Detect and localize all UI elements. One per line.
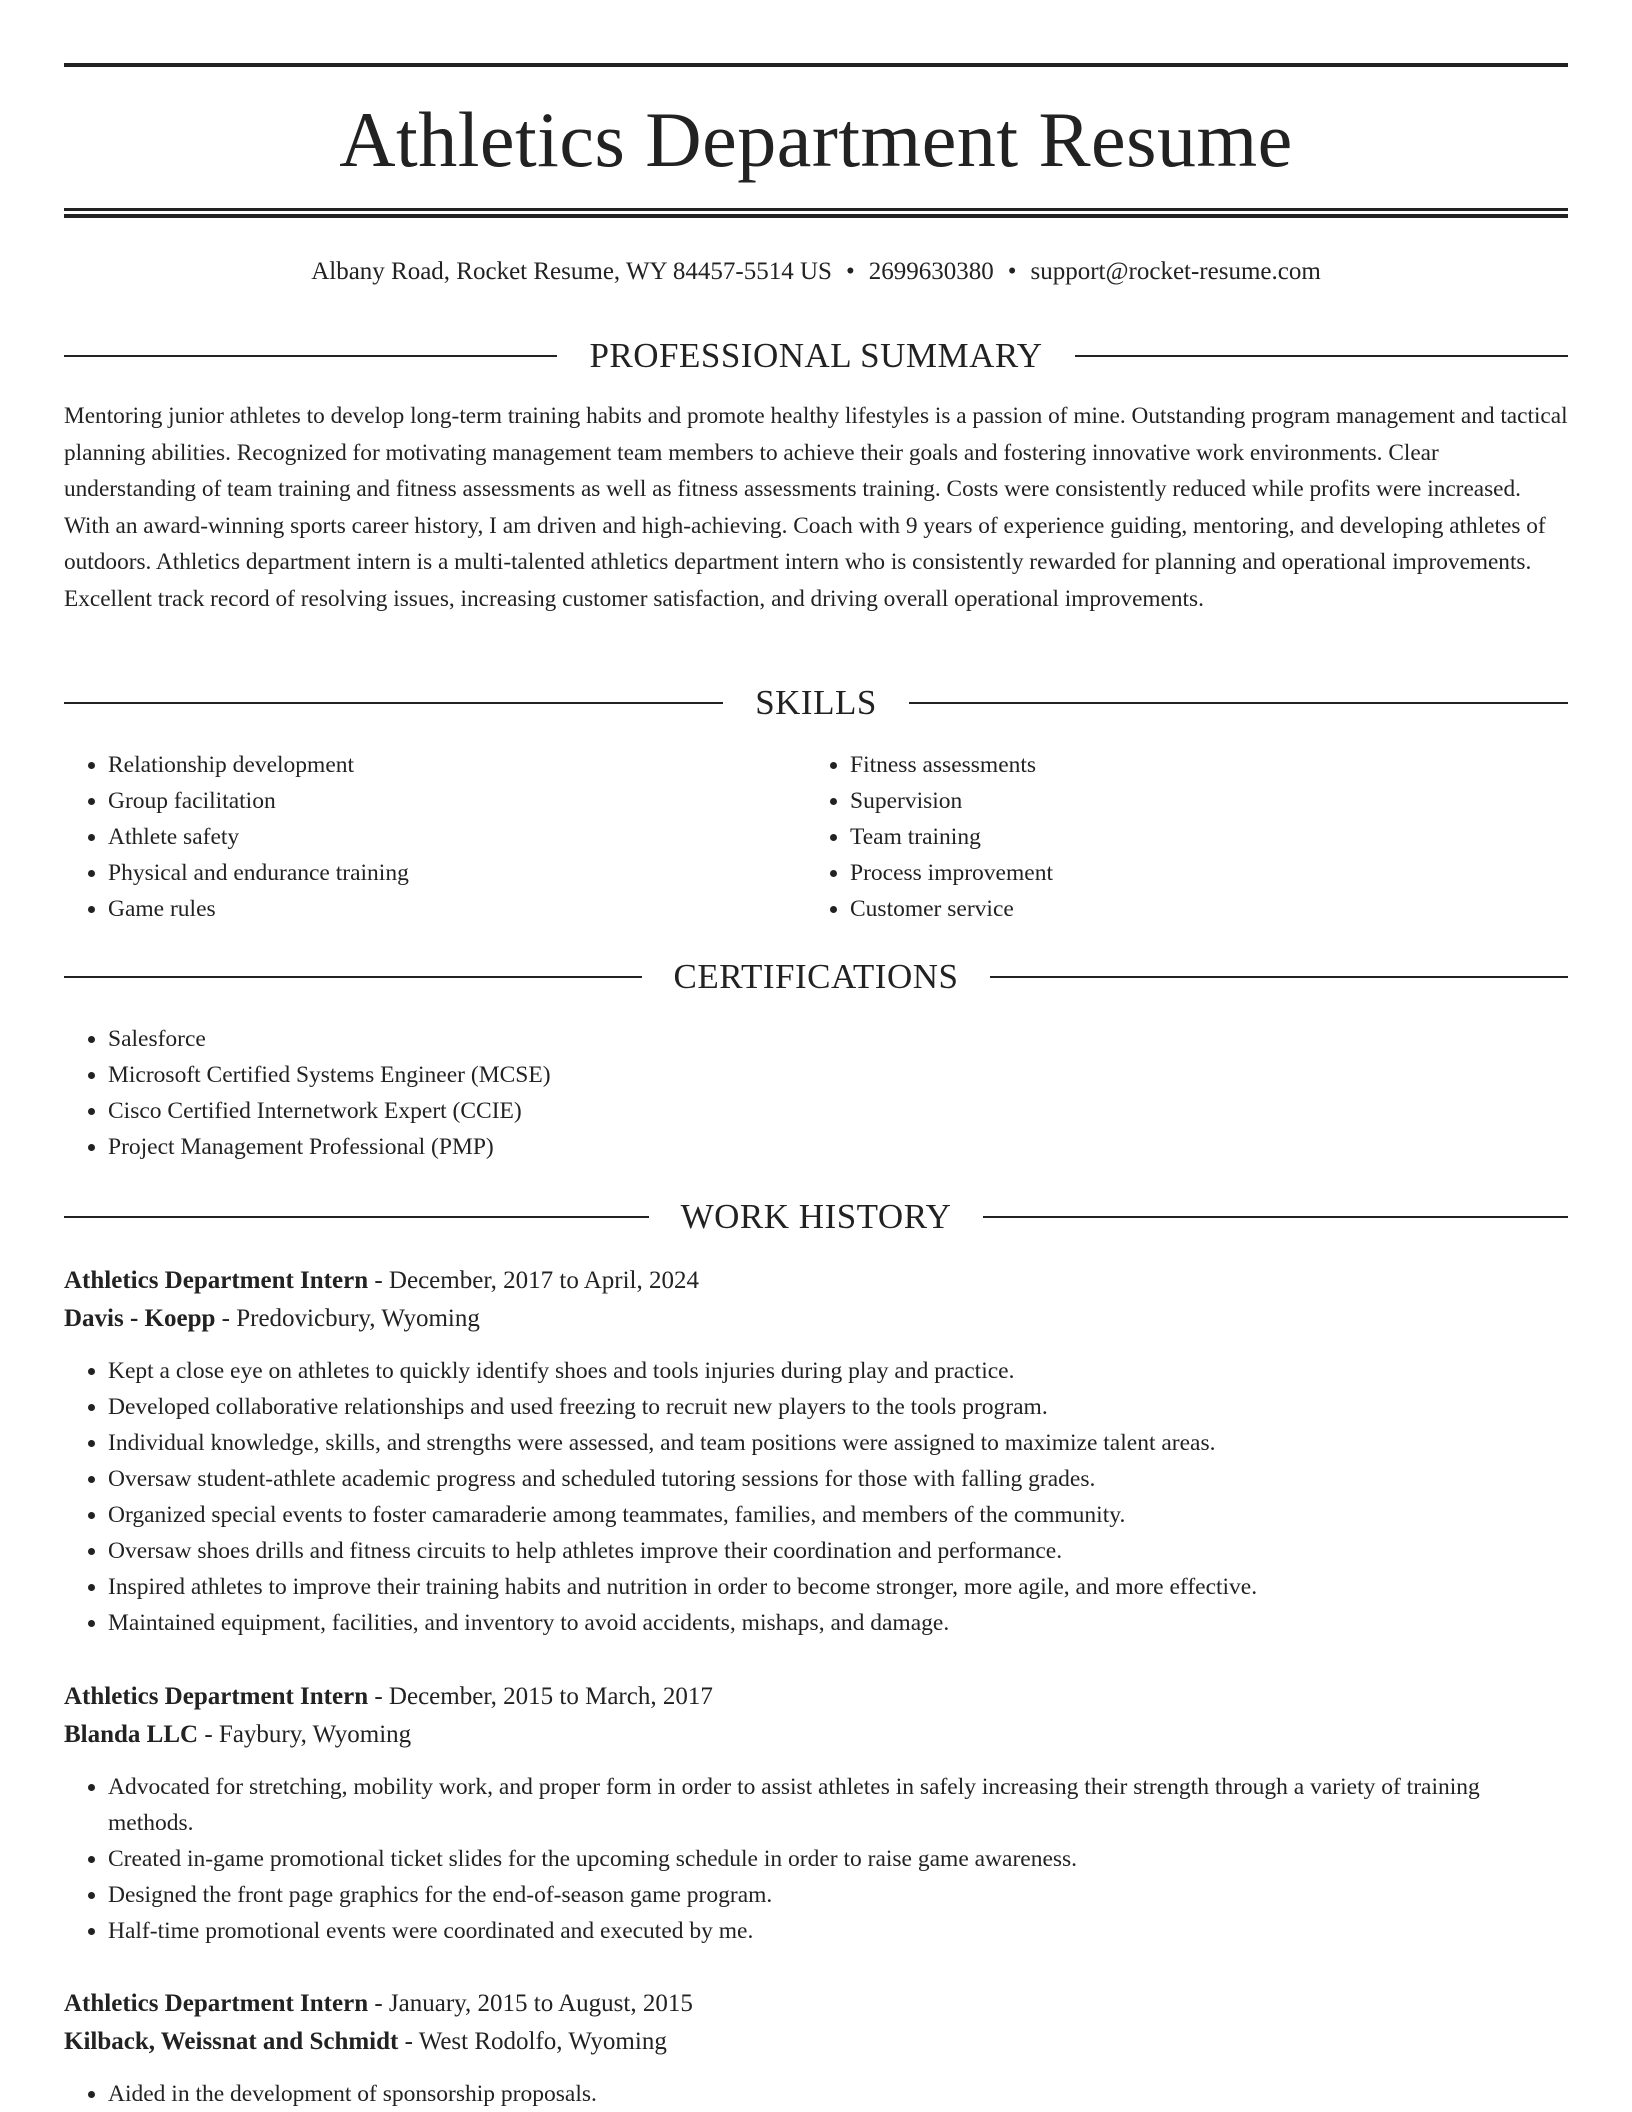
job-bullets [64, 2076, 1568, 2112]
job-dates: - December, 2015 to March, 2017 [368, 1683, 713, 1710]
job-bullet: • Advocated for stretching, mobility work, and proper form in order to assist athletes in safely increasing their strength through a variety of training methods. [108, 1769, 1568, 1841]
skills-heading [64, 681, 1568, 725]
job-bullet: • Designed the front page graphics for the end-of-season game program. [108, 1877, 1568, 1913]
heading-rule-right [990, 976, 1568, 978]
skill-item: • Process improvement [850, 855, 1053, 891]
job-company-line [64, 2023, 1568, 2061]
contact-address: Albany Road, Rocket Resume, WY 84457-5514 US [311, 258, 832, 285]
skill-item: • Customer service [850, 891, 1053, 927]
job-bullets [64, 1353, 1568, 1641]
skill-item: • Team training [850, 819, 1053, 855]
certification-item: • Salesforce [108, 1021, 551, 1057]
skills-list-left [64, 747, 409, 927]
skill-item: • Fitness assessments [850, 747, 1053, 783]
job-company: Davis - Koepp [64, 1305, 216, 1332]
skills-column-left [64, 747, 409, 927]
summary-heading-title: PROFESSIONAL SUMMARY [589, 336, 1043, 375]
skill-item: • Group facilitation [108, 783, 409, 819]
work-history-heading-title: WORK HISTORY [680, 1197, 952, 1236]
contact-separator: • [845, 258, 855, 285]
job-location: - Faybury, Wyoming [198, 1721, 412, 1748]
contact-email: support@rocket-resume.com [1030, 258, 1321, 285]
heading-rule-left [64, 976, 642, 978]
job-title: Athletics Department Intern [64, 1267, 369, 1294]
job-location: - Predovicbury, Wyoming [215, 1305, 480, 1332]
certification-item: • Microsoft Certified Systems Engineer (MCSE) [108, 1057, 551, 1093]
header-bottom-double-rule [64, 208, 1568, 218]
contact-separator: • [1007, 258, 1017, 285]
heading-rule-right [1075, 355, 1568, 357]
job-dates: - January, 2015 to August, 2015 [368, 1990, 693, 2017]
contact-line [64, 256, 1568, 288]
job-bullet: • Oversaw shoes drills and fitness circuits to help athletes improve their coordination and performance. [108, 1533, 1568, 1569]
heading-rule-left [64, 355, 557, 357]
job-title-line [64, 1985, 1568, 2023]
skills-heading-title: SKILLS [755, 683, 877, 722]
job-entry [64, 1678, 1568, 1949]
job-bullet: • Maintained equipment, facilities, and inventory to avoid accidents, mishaps, and damage. [108, 1605, 1568, 1641]
job-bullet: • Oversaw student-athlete academic progress and scheduled tutoring sessions for those with falling grades. [108, 1461, 1568, 1497]
certification-item: • Project Management Professional (PMP) [108, 1129, 551, 1165]
summary-text: Mentoring junior athletes to develop long-term training habits and promote healthy lifestyles is a passion of mine. Outstanding program management and tactical planning abilities. Recognized for motivating management team members to achieve their goals and fostering innovative work environments. Clear understanding of team training and fitness assessments as well as fitness assessments training. Costs were consistently reduced while profits were increased. With an award-winning sports career history, I am driven and high-achieving. Coach with 9 years of experience guiding, mentoring, and developing athletes of outdoors. Athletics department intern is a multi-talented athletics department intern who is consistently rewarded for planning and operational improvements. Excellent track record of resolving issues, increasing customer satisfaction, and driving overall operational improvements. [64, 403, 1568, 612]
work-history-heading [64, 1195, 1568, 1239]
skill-item: • Supervision [850, 783, 1053, 819]
job-bullet: • Individual knowledge, skills, and strengths were assessed, and team positions were assigned to maximize talent areas. [108, 1425, 1568, 1461]
heading-rule-right [909, 702, 1568, 704]
job-company-line [64, 1716, 1568, 1754]
skill-item: • Athlete safety [108, 819, 409, 855]
skill-item: • Relationship development [108, 747, 409, 783]
job-company: Kilback, Weissnat and Schmidt [64, 2028, 399, 2055]
skills-list-right [806, 747, 1053, 927]
job-location: - West Rodolfo, Wyoming [398, 2028, 667, 2055]
job-company: Blanda LLC [64, 1721, 199, 1748]
job-bullet: • Created in-game promotional ticket slides for the upcoming schedule in order to raise game awareness. [108, 1841, 1568, 1877]
resume-title: Athletics Department Resume [339, 96, 1293, 183]
job-bullets [64, 1769, 1568, 1949]
job-dates: - December, 2017 to April, 2024 [368, 1267, 699, 1294]
job-bullet: • Aided in the development of sponsorship proposals. [108, 2076, 1568, 2112]
job-entry [64, 1985, 1568, 2112]
skill-item: • Game rules [108, 891, 409, 927]
job-bullet: • Organized special events to foster camaraderie among teammates, families, and members of the community. [108, 1497, 1568, 1533]
job-bullet: • Developed collaborative relationships and used freezing to recruit new players to the tools program. [108, 1389, 1568, 1425]
job-bullet: • Inspired athletes to improve their training habits and nutrition in order to become stronger, more agile, and more effective. [108, 1569, 1568, 1605]
job-title-line [64, 1262, 1568, 1300]
job-bullet: • Kept a close eye on athletes to quickly identify shoes and tools injuries during play and practice. [108, 1353, 1568, 1389]
certification-item: • Cisco Certified Internetwork Expert (CCIE) [108, 1093, 551, 1129]
certifications-heading-title: CERTIFICATIONS [673, 957, 959, 996]
job-company-line [64, 1300, 1568, 1338]
heading-rule-left [64, 702, 723, 704]
heading-rule-right [983, 1216, 1568, 1218]
header-top-rule [64, 63, 1568, 67]
contact-phone: 2699630380 [868, 258, 994, 285]
summary-heading [64, 334, 1568, 378]
skill-item: • Physical and endurance training [108, 855, 409, 891]
job-title: Athletics Department Intern [64, 1683, 369, 1710]
heading-rule-left [64, 1216, 649, 1218]
job-entry [64, 1262, 1568, 1641]
job-title-line [64, 1678, 1568, 1716]
skills-column-right [806, 747, 1053, 927]
certifications-block [64, 1021, 551, 1165]
job-title: Athletics Department Intern [64, 1990, 369, 2017]
certifications-list [64, 1021, 551, 1165]
job-bullet: • Half-time promotional events were coordinated and executed by me. [108, 1913, 1568, 1949]
certifications-heading [64, 955, 1568, 999]
